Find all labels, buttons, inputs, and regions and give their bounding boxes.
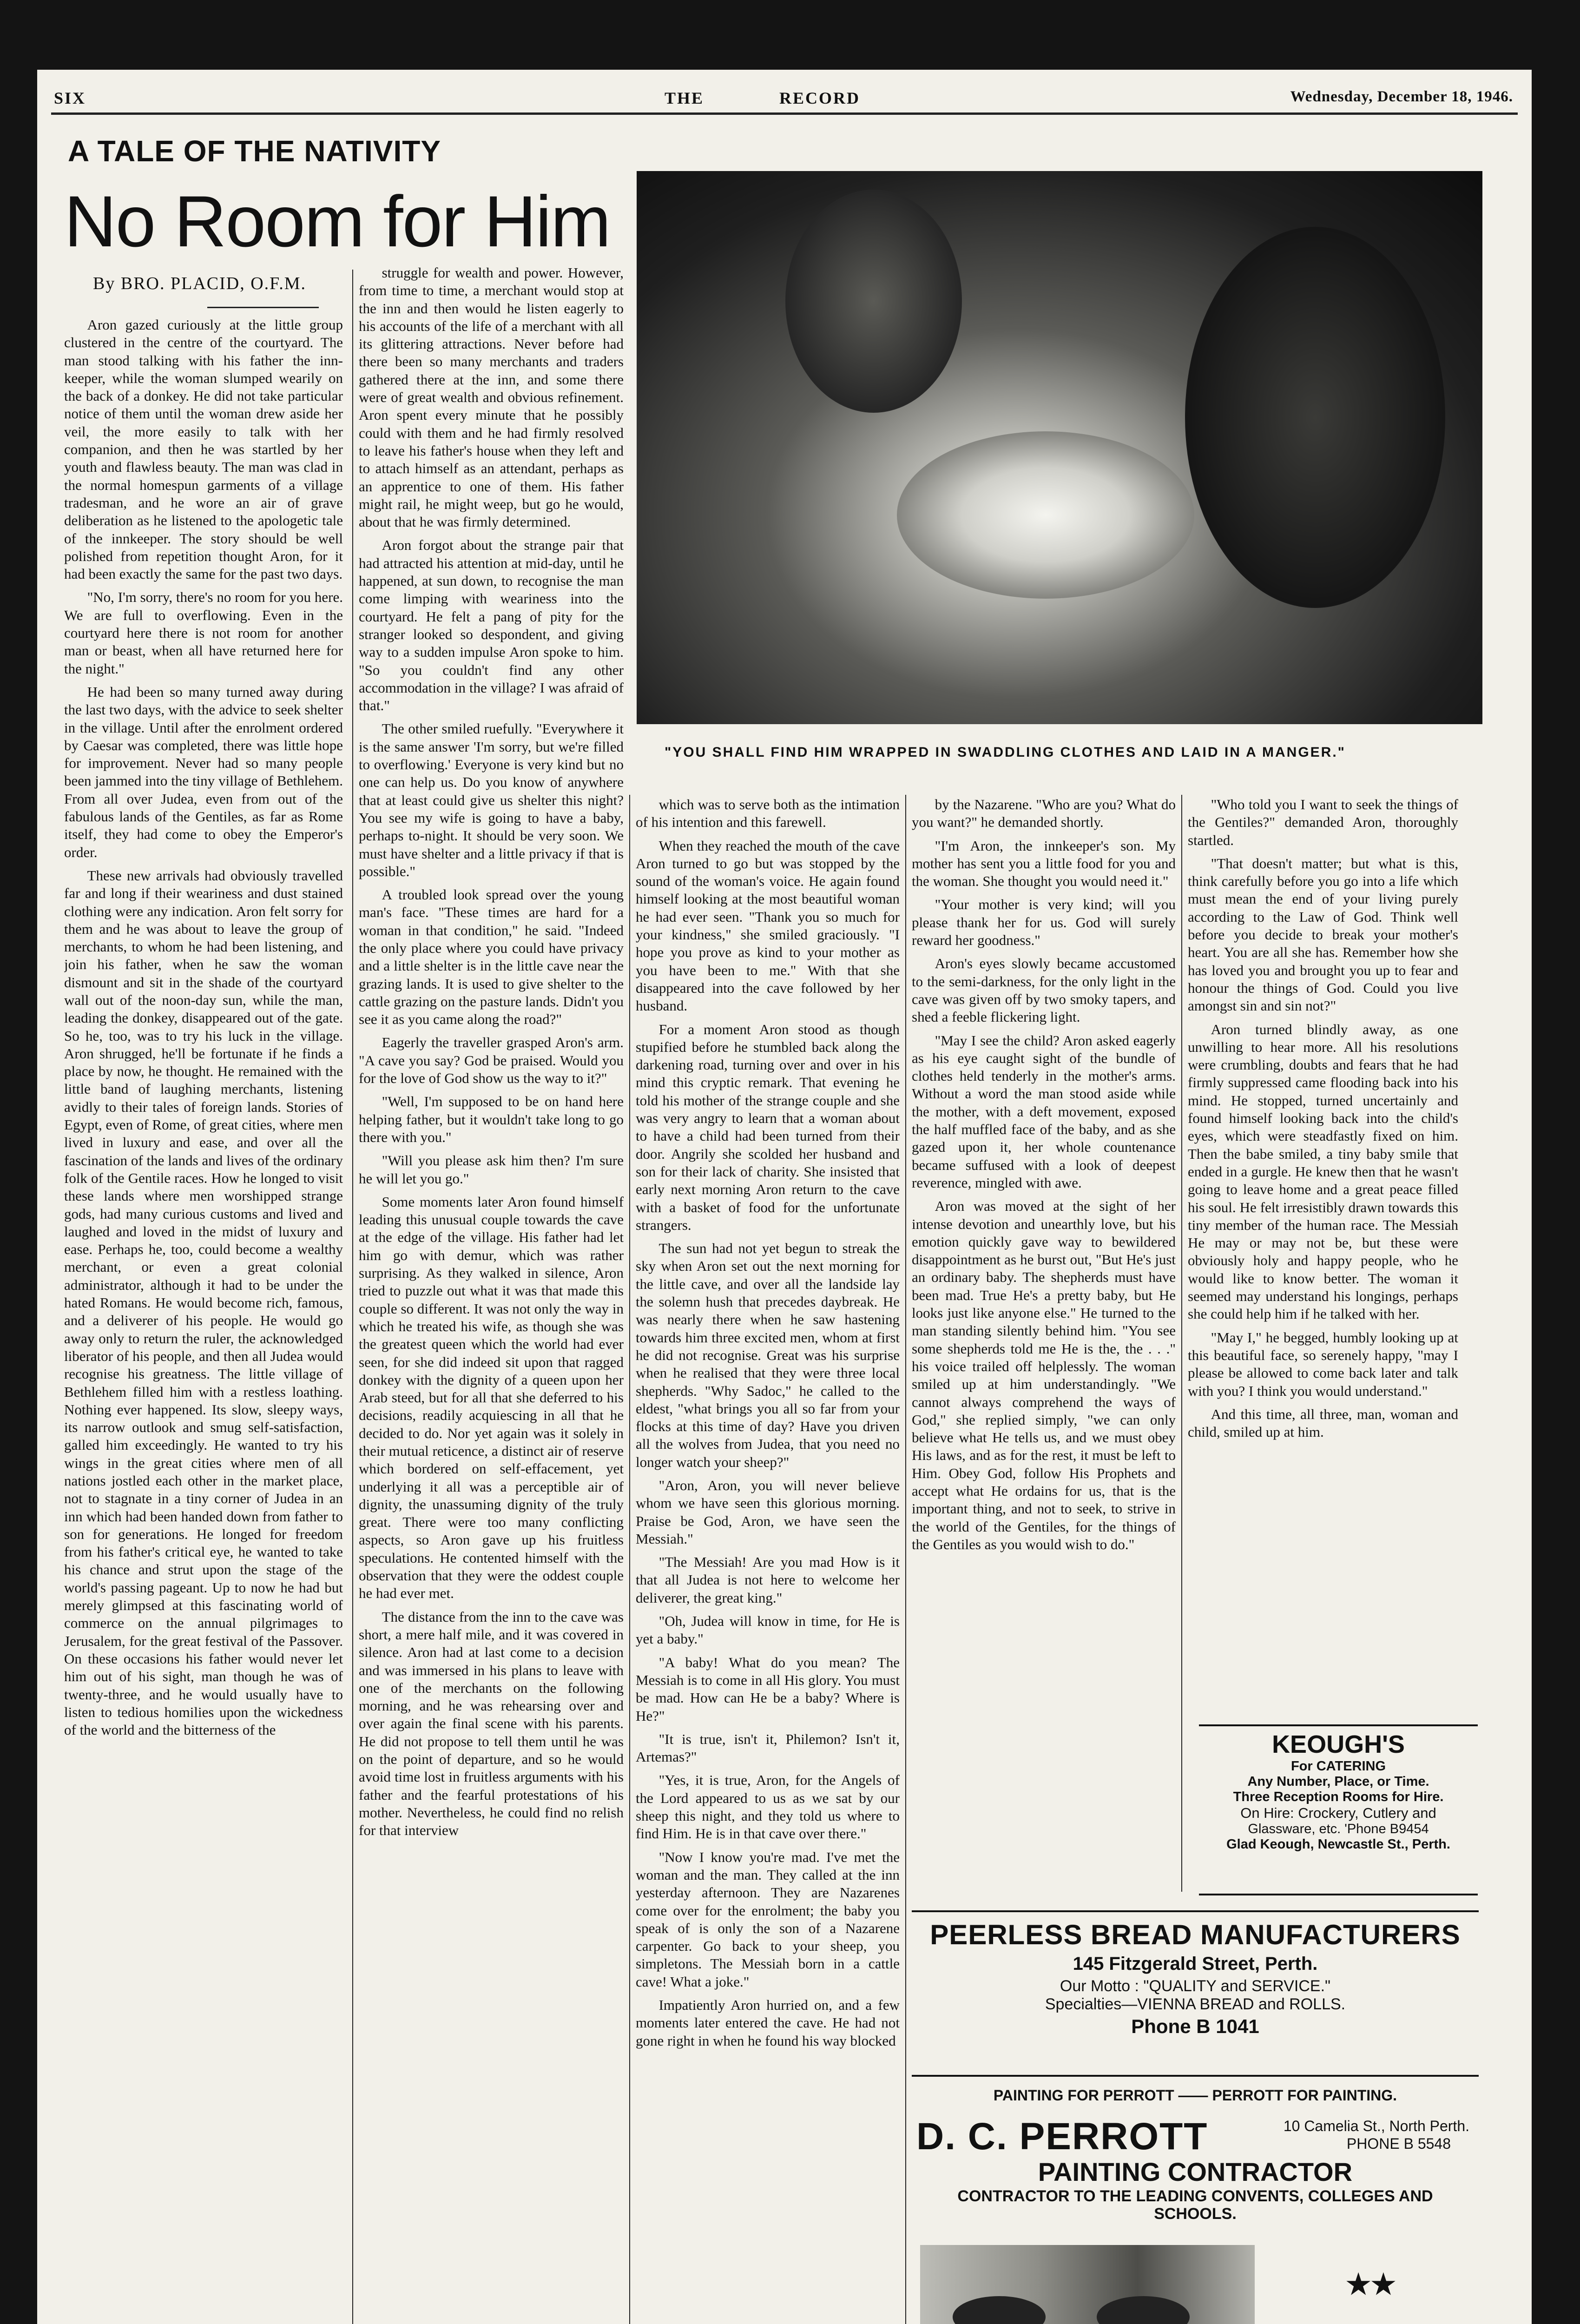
article-title: No Room for Him bbox=[64, 181, 610, 262]
paragraph: which was to serve both as the intimation of his intention and this farewell. bbox=[636, 796, 900, 831]
charities-portrait bbox=[920, 2245, 1255, 2324]
paragraph: A troubled look spread over the young man's face. "These times are hard for a woman in that condition," he said. "Indeed the only place where you could have privacy and a little shelter is in the little cave near the grazing lands. It is used to give shelter to the cattle grazing on the pasture lands. Didn't you see it as you came along the road?" bbox=[359, 886, 624, 1028]
keough-line: Any Number, Place, or Time. bbox=[1247, 1774, 1429, 1789]
peerless-specialties: Specialties—VIENNA BREAD and ROLLS. bbox=[1045, 1995, 1346, 2013]
perrott-slogan: PAINTING FOR PERROTT —— PERROTT FOR PAINTING. bbox=[993, 2087, 1397, 2104]
paragraph: Aron turned blindly away, as one unwilling to hear more. All his resolutions were crumbling, doubts and fears that he had firmly suppressed came flooding back into his mind. He stopped, turned uncertainly and found himself looking back into the child's eyes, which were steadfastly fixed on him. Then the babe smiled, a tiny baby smile that ended in a gurgle. He knew then that he wasn't going to leave home and a great peace filled his soul. He felt irresistibly drawn towards this tiny member of the human race. The Messiah He may or may not be, but these were obviously holy and happy people, who he would like to know better. The woman it seemed may understand his longings, perhaps she could help him if he talked with her. bbox=[1188, 1021, 1458, 1322]
paragraph: by the Nazarene. "Who are you? What do you want?" he demanded shortly. bbox=[912, 796, 1176, 831]
perrott-name: D. C. PERROTT bbox=[916, 2115, 1208, 2158]
paragraph: "Who told you I want to seek the things of the Gentiles?" demanded Aron, thoroughly startled. bbox=[1188, 796, 1458, 848]
perrott-description: CONTRACTOR TO THE LEADING CONVENTS, COLLEGES AND bbox=[957, 2187, 1433, 2205]
charities-stars: ★★ bbox=[1346, 2269, 1396, 2300]
perrott-address: 10 Camelia St., North Perth. bbox=[1283, 2118, 1469, 2134]
infant-figure bbox=[897, 431, 1194, 599]
perrott-ad bbox=[912, 2087, 1479, 2226]
perrott-phone: PHONE B 5548 bbox=[1346, 2135, 1451, 2152]
paragraph: Aron gazed curiously at the little group clustered in the centre of the courtyard. The man stood talking with his father the inn-keeper, while the woman slumped wearily on the back of a donkey. He did not take particular notice of them until the woman drew aside her veil, the more easily to talk with her companion, and then he was startled by her youth and flawless beauty. The man was clad in the normal homespun garments of a village tradesman, and he wore an air of grave deliberation as he listened to the apologetic tale of the innkeeper. The story should be well polished from repetition thought Aron, for it had been exactly the same for the past two days. bbox=[64, 317, 343, 582]
joseph-figure bbox=[785, 190, 962, 413]
peerless-ad bbox=[912, 1910, 1479, 2077]
keough-ad bbox=[1199, 1724, 1478, 1895]
paragraph: struggle for wealth and power. However, from time to time, a merchant would stop at the inn and then would he listen eagerly to his accounts of the life of a merchant with all its glittering attractions. Never before had there been so many merchants and traders gathered there at the inn, and some there were of great wealth and obvious refinement. Aron spent every minute that he possibly could with them and he had firmly resolved to leave his father's house when they left and to attach himself as an attendant, perhaps as an apprentice to one of them. His father might rail, he might weep, but go he would, about that he was firmly determined. bbox=[359, 264, 624, 530]
paragraph: Eagerly the traveller grasped Aron's arm. "A cave you say? God be praised. Would you for the love of God show us the way to it?" bbox=[359, 1034, 624, 1087]
paragraph: "Aron, Aron, you will never believe whom we have seen this glorious morning. Praise be God, Aron, we have seen the Messiah." bbox=[636, 1477, 900, 1547]
keough-line: Three Reception Rooms for Hire. bbox=[1233, 1789, 1444, 1804]
paragraph: "Now I know you're mad. I've met the woman and the man. They called at the inn yesterday afternoon. They are Nazarenes come over for the enrolment; the baby you speak of is only the son of a Nazarene carpenter. Go back to your sheep, you simpletons. The Messiah born in a cattle cave! What a joke." bbox=[636, 1849, 900, 1990]
keough-line: On Hire: Crockery, Cutlery and bbox=[1240, 1805, 1436, 1821]
paragraph: Impatiently Aron hurried on, and a few moments later entered the cave. He had not gone right in when he found his way blocked bbox=[636, 1997, 900, 2049]
paragraph: "A baby! What do you mean? The Messiah is to come in all His glory. You must be mad. How can He be a baby? Where is He?" bbox=[636, 1654, 900, 1724]
paragraph: He had been so many turned away during the last two days, with the advice to seek shelter in the village. Until after the enrolment ordered by Caesar was completed, there was little hope for improvement. Never had so many people been jammed into the tiny village of Bethlehem. From all over Judea, even from out of the fabulous lands of the Gentiles, as far as Rome itself, they had come to obey the Emperor's order. bbox=[64, 683, 343, 860]
peerless-motto: Our Motto : "QUALITY and SERVICE." bbox=[1060, 1977, 1331, 1995]
article-column-5 bbox=[1188, 796, 1458, 1716]
paragraph: When they reached the mouth of the cave Aron turned to go but was stopped by the sound of the woman's voice. He again found himself looking at the most beautiful woman he had ever seen. "Thank you so much for your kindness," she smiled graciously. "I hope you prove as kind to your mother as you have been to me." With that she disappeared into the cave followed by her husband. bbox=[636, 837, 900, 1014]
paragraph: These new arrivals had obviously travelled far and long if their weariness and dust stained clothing were any indication. Aron felt sorry for them and he was about to leave the group of merchants, to whom he had been listening, and join his father, when he saw the woman dismount and sit in the shade of the courtyard wall out of the noon-day sun, while the man, leading the donkey, disappeared out of the gate. So he, too, was to try his luck in the village. Aron shrugged, he'll be fortunate if he finds a place by now, he thought. He remained with the little band of laughing merchants, listening avidly to their tales of foreign lands. Stories of Egypt, even of Rome, of great cities, where men lived in luxury and ease, and over all the fascination of the lands and lives of the ordinary folk of the Gentile races. How he longed to visit these lands where men worshipped strange gods, had many curious customs and lived and laughed and loved in the midst of luxury and ease. Perhaps he, too, could become a wealthy merchant, or even a great colonial administrator, although it had to be under the hated Romans. He would become rich, famous, and a deliverer of his people. He would go away only to return the ruler, the acknowledged liberator of his people, and then all Judea would recognise his greatness. The little village of Bethlehem filled him with a restless loathing. Nothing ever happened. Its slow, sleepy ways, its narrow outlook and smug self-satisfaction, galled him exceedingly. He wanted to try his wings in the great cities where men of all nations jostled each other in the market place, not to stagnate in a tiny corner of Judea in an inn which had been handed down from father to son for generations. He longed for freedom from his father's critical eye, he wanted to take his chance and strut upon the stage of the world's passing pageant. Up to now he had but merely glimpsed at this fascinating world of commerce on the annual pilgrimages to Jerusalem, for the great festival of the Passover. On these occasions his father would never let him out of his sight, man though he was of twenty-three, and he would usually have to listen to tedious homilies upon the wickedness of the world and the bitterness of the bbox=[64, 867, 343, 1738]
paragraph: And this time, all three, man, woman and child, smiled up at him. bbox=[1188, 1406, 1458, 1440]
column-rule bbox=[905, 795, 906, 2324]
peerless-address: 145 Fitzgerald Street, Perth. bbox=[1073, 1954, 1318, 1974]
paragraph: "Well, I'm supposed to be on hand here helping father, but it wouldn't take long to go there with you." bbox=[359, 1093, 624, 1145]
byline-rule bbox=[207, 307, 319, 308]
paragraph: "May I see the child? Aron asked eagerly as his eye caught sight of the bundle of clothes held tenderly in the mother's arms. Without a word the man stood aside while the mother, with a deft movement, exposed the half muffled face of the baby, and as she gazed upon it, her whole countenance became suffused with a look of deepest reverence, mingled with awe. bbox=[912, 1032, 1176, 1191]
paragraph: The distance from the inn to the cave was short, a mere half mile, and it was covered in silence. Aron had at last come to a decision and was immersed in his plans to leave with one of the merchants on the following morning, and he was rehearsing over and over again the final scene with his parents. He did not propose to tell them until he was on the point of departure, and so he would avoid time lost in fruitless arguments with his father and the fearful protestations of his mother. Nevertheless, he could find no relish for that interview bbox=[359, 1608, 624, 1839]
paragraph: "It is true, isn't it, Philemon? Isn't it, Artemas?" bbox=[636, 1730, 900, 1765]
paragraph: "May I," he begged, humbly looking up at this beautiful face, so serenely happy, "may I please be allowed to come back later and talk with you? I think you would understand." bbox=[1188, 1329, 1458, 1399]
peerless-phone: Phone B 1041 bbox=[1131, 2015, 1259, 2037]
paragraph: "I'm Aron, the innkeeper's son. My mother has sent you a little food for you and the woman. She thought you would need it." bbox=[912, 837, 1176, 890]
paragraph: For a moment Aron stood as though stupified before he stumbled back along the darkening road, turning over and over in his mind this cryptic remark. That evening he told his mother of the strange couple and she was very angry to learn that a woman about to have a child had been turned from their door. Angrily she scolded her husband and son for their lack of charity. She insisted that early next morning Aron return to the cave with a basket of food for the unfortunate strangers. bbox=[636, 1021, 900, 1233]
paragraph: Aron was moved at the sight of her intense devotion and unearthly love, but his emotion quickly gave way to bewildered disappointment as he burst out, "But He's just an ordinary baby. The shepherds must have been mad. True He's a pretty baby, but He looks just like anyone else." He turned to the man standing silently behind him. "You see some shepherds told me He is the, the . . ." his voice trailed off helplessly. The woman smiled up at him understandingly. "We cannot always comprehend the ways of God," she replied simply, "we can only believe what He tells us, and we must obey His laws, and as for the rest, it must be left to Him. Obey God, follow His Prophets and accept what He ordains for us, that is the important thing, and not to seek, to strive in the world of the Gentiles, for the things of the Gentiles as you would wish to do." bbox=[912, 1198, 1176, 1552]
newspaper-name: THE RECORD bbox=[665, 89, 861, 107]
paragraph: "Yes, it is true, Aron, for the Angels of the Lord appeared to us as we sat by our sheep this night, and they told us where to find Him. He is in that cave over there." bbox=[636, 1772, 900, 1842]
charities-ad bbox=[1264, 2250, 1478, 2324]
portrait-eye bbox=[953, 2296, 1046, 2324]
column-rule bbox=[629, 795, 630, 2324]
article-column-4 bbox=[912, 796, 1176, 1888]
photo-caption: "YOU SHALL FIND HIM WRAPPED IN SWADDLING CLOTHES AND LAID IN A MANGER." bbox=[665, 745, 1346, 760]
paragraph: "That doesn't matter; but what is this, think carefully before you go into a life which must mean the end of your living purely according to the Law of God. Think well before you decide to break your mother's heart. You are all she has. Remember how she has loved you and brought you up to fear and honour the things of God. Could you live amongst sin and sin not?" bbox=[1188, 855, 1458, 1014]
header-rule bbox=[51, 112, 1518, 115]
column-rule bbox=[1181, 795, 1182, 1892]
perrott-description: SCHOOLS. bbox=[1154, 2205, 1237, 2223]
nativity-photo bbox=[637, 171, 1482, 724]
article-byline: By BRO. PLACID, O.F.M. bbox=[93, 274, 307, 293]
paragraph: "Your mother is very kind; will you please thank her for us. God will surely reward her goodness." bbox=[912, 896, 1176, 949]
paragraph: "The Messiah! Are you mad How is it that all Judea is not here to welcome her deliverer, the great king." bbox=[636, 1554, 900, 1606]
paragraph: Some moments later Aron found himself leading this unusual couple towards the cave at the edge of the village. His father had let him go with demur, which was rather surprising. As they walked in silence, Aron tried to puzzle out what it was that made this couple so different. It was not only the way in which he treated his wife, as though she was the greatest queen which the world had ever seen, for she did indeed sit upon that ragged donkey with the dignity of a queen upon her Arab steed, but for all that she deferred to his decisions, readily acquiescing in all that he decided to do. Nor yet again was it solely in their mutual reticence, a distinct air of reserve which bordered on self-effacement, yet underlying it all was a perceptible air of dignity, the unassuming dignity of the truly great. There were too many conflicting aspects, so Aron gave up his fruitless speculations. He contented himself with the observation that they were the oddest couple he had ever met. bbox=[359, 1193, 624, 1602]
paragraph: "Oh, Judea will know in time, for He is yet a baby." bbox=[636, 1613, 900, 1647]
keough-name: KEOUGH'S bbox=[1272, 1730, 1405, 1758]
portrait-eye bbox=[1097, 2296, 1190, 2324]
paragraph: Aron's eyes slowly became accustomed to the semi-darkness, for the only light in the cave was given off by two smoky tapers, and shed a feeble flickering light. bbox=[912, 955, 1176, 1025]
issue-date: Wednesday, December 18, 1946. bbox=[1290, 88, 1513, 105]
article-column-2 bbox=[359, 264, 624, 2324]
article-column-1 bbox=[64, 316, 343, 2324]
keough-line: Glad Keough, Newcastle St., Perth. bbox=[1226, 1837, 1450, 1852]
keough-line: For CATERING bbox=[1290, 1759, 1386, 1774]
paragraph: "No, I'm sorry, there's no room for you here. We are full to overflowing. Even in the courtyard here there is not room for another man or beast, when all have returned here for the night." bbox=[64, 589, 343, 677]
page-number: SIX bbox=[54, 89, 86, 107]
keough-line: Glassware, etc. 'Phone B9454 bbox=[1248, 1822, 1429, 1836]
article-kicker: A TALE OF THE NATIVITY bbox=[68, 134, 441, 168]
paragraph: "Will you please ask him then? I'm sure he will let you go." bbox=[359, 1152, 624, 1187]
peerless-name: PEERLESS BREAD MANUFACTURERS bbox=[930, 1919, 1461, 1950]
article-column-3 bbox=[636, 796, 900, 2324]
newspaper-page bbox=[37, 70, 1532, 2324]
column-rule bbox=[352, 270, 353, 2324]
paragraph: The sun had not yet begun to streak the sky when Aron set out the next morning for the little cave, and over all the landside lay the solemn hush that precedes daybreak. He was nearly there when he saw hastening towards him three excited men, whom at first he did not recognise. Great was his surprise when he realised that they were three local shepherds. "Why Sadoc," he called to the eldest, "what brings you all so far from your flocks at this time of day? Have you driven all the wolves from Judea, that you need no longer watch your sheep?" bbox=[636, 1240, 900, 1470]
paragraph: Aron forgot about the strange pair that had attracted his attention at mid-day, until he happened, at sun down, to recognise the man come limping with weariness into the courtyard. He felt a pang of pity for the stranger looked so despondent, and giving way to a sudden impulse Aron spoke to him. "So you couldn't find any other accommodation in the village? I was afraid of that." bbox=[359, 537, 624, 714]
perrott-trade: PAINTING CONTRACTOR bbox=[1038, 2157, 1353, 2186]
paragraph: The other smiled ruefully. "Everywhere it is the same answer 'I'm sorry, but we're filled to overflowing.' Everyone is very kind but no one can help us. Do you know of anywhere that at least could give us shelter this night? You see my wife is going to have a baby, perhaps to-night. It should be very soon. We must have shelter and a little privacy if that is possible." bbox=[359, 720, 624, 879]
mary-figure bbox=[1185, 227, 1445, 608]
